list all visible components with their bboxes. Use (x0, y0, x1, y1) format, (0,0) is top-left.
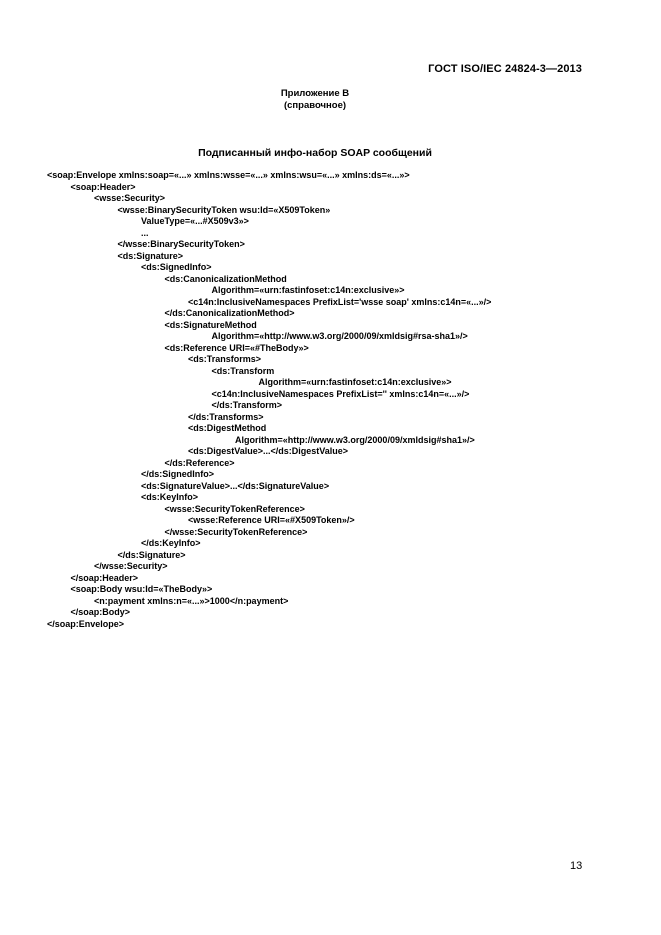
xml-code-listing (47, 170, 491, 630)
code-line: </ds:Signature> (117, 549, 186, 560)
code-line: </ds:KeyInfo> (141, 538, 201, 548)
code-line: <soap:Body wsu:Id=«TheBody»> (70, 584, 213, 594)
code-line: Algorithm=«http://www.w3.org/2000/09/xmldsig#rsa-sha1»/> (211, 331, 468, 341)
code-line: <ds:SignatureMethod (164, 319, 257, 330)
code-line: <ds:Transform (211, 365, 275, 376)
appendix-heading (0, 88, 630, 111)
code-line: <soap:Envelope xmlns:soap=«...» xmlns:wsse=«...» xmlns:wsu=«...» xmlns:ds=«...»> (47, 170, 410, 180)
code-line: </soap:Body> (70, 607, 131, 617)
code-line: </wsse:SecurityTokenReference> (164, 526, 308, 537)
code-line: </ds:CanonicalizationMethod> (164, 308, 295, 318)
code-line: Algorithm=«urn:fastinfoset:c14n:exclusive»> (258, 377, 452, 387)
code-line: <ds:Reference URI=«#TheBody»> (164, 342, 309, 353)
code-line: <wsse:SecurityTokenReference> (164, 503, 305, 514)
code-line: <wsse:Reference URI=«#X509Token»/> (188, 515, 355, 525)
section-title: Подписанный инфо-набор SOAP сообщений (198, 147, 432, 159)
standard-designation: ГОСТ ISO/IEC 24824-3—2013 (428, 63, 582, 75)
code-line: <wsse:BinarySecurityToken wsu:Id=«X509Token» (117, 204, 331, 215)
code-line: <ds:Signature> (117, 250, 184, 261)
code-line: <soap:Header> (70, 181, 136, 192)
code-line: <c14n:InclusiveNamespaces PrefixList='' xmlns:c14n=«...»/> (211, 388, 470, 399)
code-line: ... (141, 227, 149, 238)
code-line: <ds:CanonicalizationMethod (164, 273, 287, 284)
code-line: </ds:SignedInfo> (141, 469, 215, 479)
code-line: <ds:SignedInfo> (141, 262, 212, 272)
code-line: ValueType=«...#X509v3»> (141, 216, 249, 226)
code-line: </ds:Transforms> (188, 411, 264, 422)
code-line: <ds:DigestValue>...</ds:DigestValue> (188, 446, 349, 456)
code-line: <ds:Transforms> (188, 354, 262, 364)
code-line: </wsse:BinarySecurityToken> (117, 239, 245, 249)
code-line: <wsse:Security> (94, 193, 166, 203)
appendix-title: Приложение В (280, 88, 350, 99)
code-line: <ds:DigestMethod (188, 423, 267, 433)
code-line: </soap:Header> (70, 572, 139, 583)
code-line: </soap:Envelope> (47, 618, 125, 629)
code-line: </wsse:Security> (94, 561, 168, 571)
code-line: Algorithm=«http://www.w3.org/2000/09/xmldsig#sha1»/> (235, 434, 475, 445)
page-number: 13 (570, 860, 583, 872)
code-line: <ds:SignatureValue>...</ds:SignatureValue> (141, 480, 330, 491)
code-line: <c14n:InclusiveNamespaces PrefixList='wsse soap' xmlns:c14n=«...»/> (188, 296, 492, 307)
code-line: <n:payment xmlns:n=«...»>1000</n:payment> (94, 595, 289, 606)
appendix-subtitle: (справочное) (283, 99, 347, 111)
code-line: </ds:Transform> (211, 400, 283, 410)
code-line: <ds:KeyInfo> (141, 492, 199, 502)
code-line: Algorithm=«urn:fastinfoset:c14n:exclusive»> (211, 285, 405, 295)
code-line: </ds:Reference> (164, 457, 235, 468)
